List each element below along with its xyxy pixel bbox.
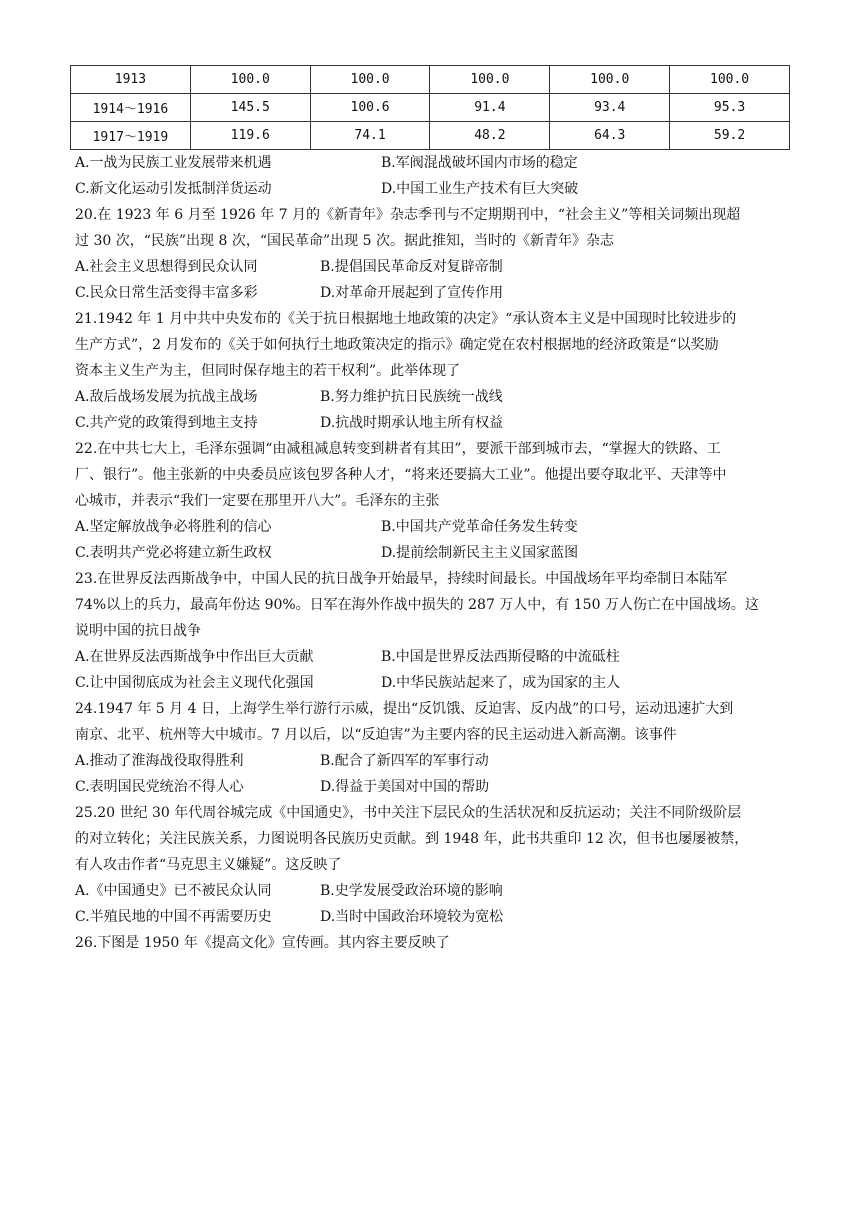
table-cell: 1917～1919	[71, 122, 191, 150]
q20-stem-line-2: 过 30 次，“民族”出现 8 次，“国民革命”出现 5 次。据此推知，当时的《新青年》杂志	[75, 233, 614, 249]
table-cell: 74.1	[310, 122, 430, 150]
q21-option-c[interactable]: C.共产党的政策得到地主支持	[75, 415, 258, 431]
q24-option-c[interactable]: C.表明国民党统治不得人心	[75, 779, 244, 795]
q19-option-d[interactable]: D.中国工业生产技术有巨大突破	[381, 181, 579, 197]
q20-options-row-1	[75, 254, 795, 280]
q25-options-row-1	[75, 878, 795, 904]
table-cell: 64.3	[550, 122, 670, 150]
q21-option-d[interactable]: D.抗战时期承认地主所有权益	[320, 415, 504, 431]
q21-option-b[interactable]: B.努力维护抗日民族统一战线	[320, 389, 503, 405]
q19-options-row-2	[75, 176, 795, 202]
q23-stem-line-3: 说明中国的抗日战争	[75, 623, 201, 639]
question-content	[75, 150, 795, 956]
q24-option-b[interactable]: B.配合了新四军的军事行动	[320, 753, 489, 769]
q23-options-row-1	[75, 644, 795, 670]
q23-option-a[interactable]: A.在世界反法西斯战争中作出巨大贡献	[75, 649, 314, 665]
q25-option-b[interactable]: B.史学发展受政治环境的影响	[320, 883, 503, 899]
table-cell: 100.6	[310, 94, 430, 122]
q22-option-b[interactable]: B.中国共产党革命任务发生转变	[381, 519, 578, 535]
q23-stem-line-1: 23.在世界反法西斯战争中，中国人民的抗日战争开始最早，持续时间最长。中国战场年平均牵制日本陆军	[75, 571, 728, 587]
table-cell: 100.0	[190, 66, 310, 94]
q25-option-a[interactable]: A.《中国通史》已不被民众认同	[75, 883, 272, 899]
q22-stem-line-1: 22.在中共七大上，毛泽东强调“由减租减息转变到耕者有其田”，要派干部到城市去，“掌握大的铁路、工	[75, 441, 721, 457]
table-row	[71, 122, 790, 150]
q21-stem-line-3: 资本主义生产为主，但同时保存地主的若干权利”。此举体现了	[75, 363, 461, 379]
q19-option-b[interactable]: B.军阀混战破坏国内市场的稳定	[381, 155, 578, 171]
table-cell: 100.0	[430, 66, 550, 94]
q24-stem-line-2: 南京、北平、杭州等大中城市。7 月以后，以“反迫害”为主要内容的民主运动进入新高潮。该事件	[75, 727, 677, 743]
q21-stem-line-2: 生产方式”，2 月发布的《关于如何执行土地政策决定的指示》确定党在农村根据地的经济政策是“以奖励	[75, 337, 719, 353]
table-cell: 100.0	[670, 66, 790, 94]
q24-option-d[interactable]: D.得益于美国对中国的帮助	[320, 779, 490, 795]
table-cell: 1913	[71, 66, 191, 94]
q20-option-c[interactable]: C.民众日常生活变得丰富多彩	[75, 285, 258, 301]
table-cell: 59.2	[670, 122, 790, 150]
table-cell: 119.6	[190, 122, 310, 150]
q21-options-row-1	[75, 384, 795, 410]
q20-options-row-2	[75, 280, 795, 306]
table-cell: 100.0	[310, 66, 430, 94]
q21-stem-line-1: 21.1942 年 1 月中共中央发布的《关于抗日根据地土地政策的决定》“承认资本主义是中国现时比较进步的	[75, 311, 737, 327]
q22-stem-line-2: 厂、银行”。他主张新的中央委员应该包罗各种人才，“将来还要搞大工业”。他提出要夺取北平、天津等中	[75, 467, 727, 483]
table-cell: 95.3	[670, 94, 790, 122]
table-cell: 145.5	[190, 94, 310, 122]
q26-stem-line-1: 26.下图是 1950 年《提高文化》宣传画。其内容主要反映了	[75, 935, 450, 951]
q19-options-row-1	[75, 150, 795, 176]
q22-option-a[interactable]: A.坚定解放战争必将胜利的信心	[75, 519, 272, 535]
table-cell: 91.4	[430, 94, 550, 122]
q24-stem-line-1: 24.1947 年 5 月 4 日，上海学生举行游行示威，提出“反饥饿、反迫害、反内战”的口号，运动迅速扩大到	[75, 701, 734, 717]
q25-stem-line-2: 的对立转化；关注民族关系，力图说明各民族历史贡献。到 1948 年，此书共重印 12 次，但书也屡屡被禁，	[75, 831, 749, 847]
q22-option-d[interactable]: D.提前绘制新民主主义国家蓝图	[381, 545, 579, 561]
q21-options-row-2	[75, 410, 795, 436]
q19-option-c[interactable]: C.新文化运动引发抵制洋货运动	[75, 181, 272, 197]
q22-stem-line-3: 心城市，并表示“我们一定要在那里开八大”。毛泽东的主张	[75, 493, 440, 509]
q25-option-c[interactable]: C.半殖民地的中国不再需要历史	[75, 909, 272, 925]
q20-option-a[interactable]: A.社会主义思想得到民众认同	[75, 259, 258, 275]
q20-option-d[interactable]: D.对革命开展起到了宣传作用	[320, 285, 504, 301]
q23-options-row-2	[75, 670, 795, 696]
q25-stem-line-1: 25.20 世纪 30 年代周谷城完成《中国通史》，书中关注下层民众的生活状况和反抗运动；关注不同阶级阶层	[75, 805, 742, 821]
table-cell: 1914～1916	[71, 94, 191, 122]
q23-option-b[interactable]: B.中国是世界反法西斯侵略的中流砥柱	[381, 649, 620, 665]
table-row	[71, 94, 790, 122]
table-cell: 48.2	[430, 122, 550, 150]
data-table	[70, 65, 790, 150]
table-cell: 93.4	[550, 94, 670, 122]
q25-stem-line-3: 有人攻击作者“马克思主义嫌疑”。这反映了	[75, 857, 342, 873]
q21-option-a[interactable]: A.敌后战场发展为抗战主战场	[75, 389, 258, 405]
q22-options-row-2	[75, 540, 795, 566]
q24-options-row-2	[75, 774, 795, 800]
q23-option-d[interactable]: D.中华民族站起来了，成为国家的主人	[381, 675, 621, 691]
table-row	[71, 66, 790, 94]
table-cell: 100.0	[550, 66, 670, 94]
q24-options-row-1	[75, 748, 795, 774]
q23-stem-line-2: 74%以上的兵力，最高年份达 90%。日军在海外作战中损失的 287 万人中，有 150 万人伤亡在中国战场。这	[75, 597, 759, 613]
q22-options-row-1	[75, 514, 795, 540]
q22-option-c[interactable]: C.表明共产党必将建立新生政权	[75, 545, 272, 561]
q25-option-d[interactable]: D.当时中国政治环境较为宽松	[320, 909, 504, 925]
q20-option-b[interactable]: B.提倡国民革命反对复辟帝制	[320, 259, 503, 275]
q20-stem-line-1: 20.在 1923 年 6 月至 1926 年 7 月的《新青年》杂志季刊与不定期期刊中，“社会主义”等相关词频出现超	[75, 207, 741, 223]
q23-option-c[interactable]: C.让中国彻底成为社会主义现代化强国	[75, 675, 314, 691]
q19-option-a[interactable]: A.一战为民族工业发展带来机遇	[75, 155, 272, 171]
q25-options-row-2	[75, 904, 795, 930]
q24-option-a[interactable]: A.推动了淮海战役取得胜利	[75, 753, 244, 769]
